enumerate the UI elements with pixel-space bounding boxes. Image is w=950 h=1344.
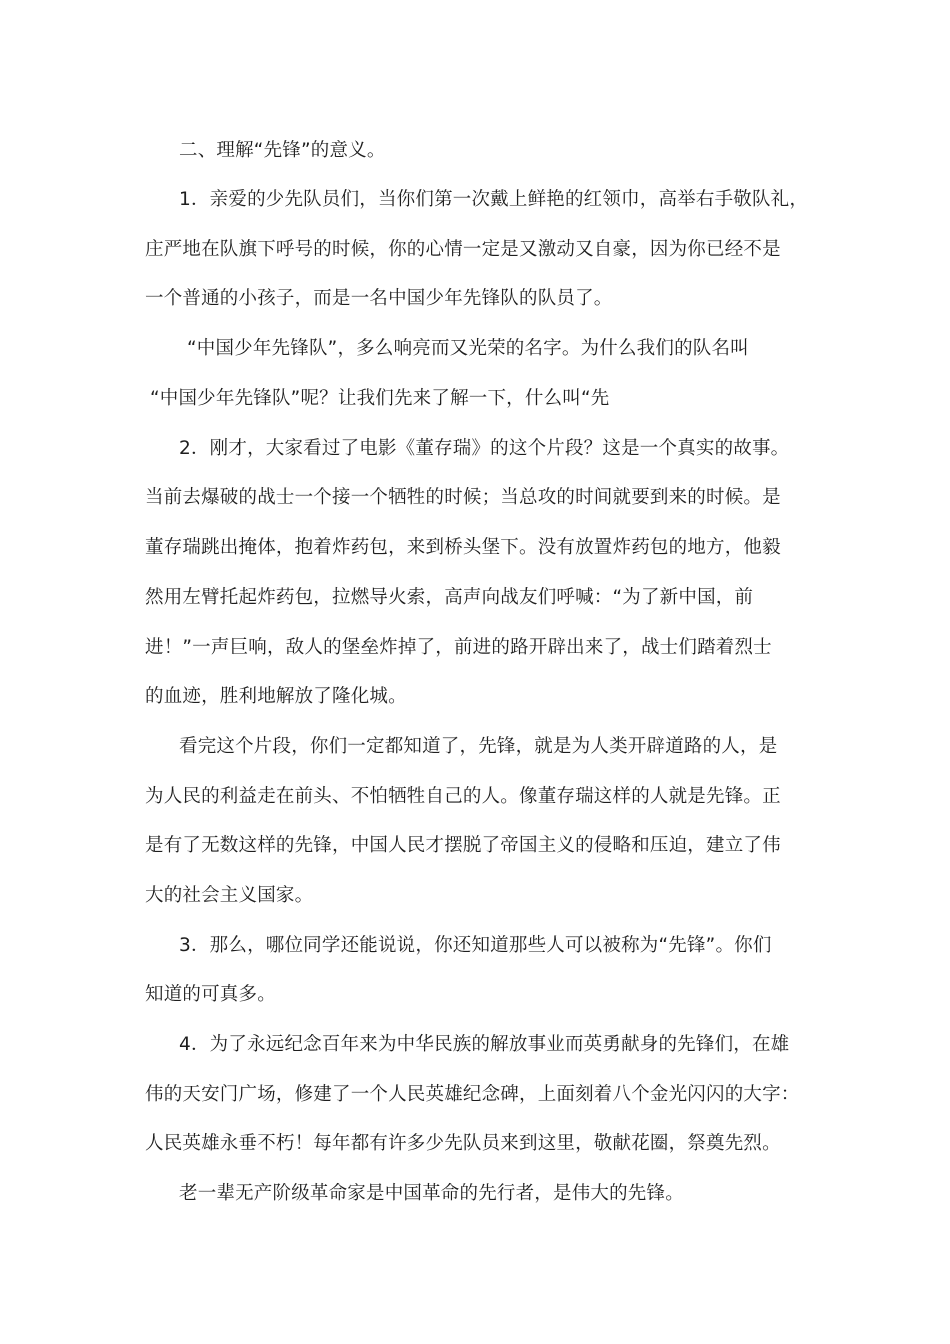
paragraph-line: 3．那么，哪位同学还能说说，你还知道那些人可以被称为“先锋”。你们	[179, 935, 772, 956]
section-heading: 二、理解“先锋”的意义。	[179, 140, 386, 161]
paragraph-line: 然用左臂托起炸药包，拉燃导火索，高声向战友们呼喊：“为了新中国，前	[145, 587, 754, 608]
paragraph-line: 是有了无数这样的先锋，中国人民才摆脱了帝国主义的侵略和压迫，建立了伟	[145, 835, 781, 856]
paragraph-line: 为人民的利益走在前头、不怕牺牲自己的人。像董存瑞这样的人就是先锋。正	[145, 786, 781, 807]
paragraph-line: 进！”一声巨响，敌人的堡垒炸掉了，前进的路开辟出来了，战士们踏着烈士	[145, 637, 772, 658]
paragraph-line: 董存瑞跳出掩体，抱着炸药包，来到桥头堡下。没有放置炸药包的地方，他毅	[145, 537, 781, 558]
paragraph-line: “中国少年先锋队”，多么响亮而又光荣的名字。为什么我们的队名叫	[187, 338, 749, 359]
paragraph-line: 庄严地在队旗下呼号的时候，你的心情一定是又激动又自豪，因为你已经不是	[145, 239, 781, 260]
paragraph-line: 知道的可真多。	[145, 984, 276, 1005]
paragraph-line: 一个普通的小孩子，而是一名中国少年先锋队的队员了。	[145, 288, 613, 309]
paragraph-line: 老一辈无产阶级革命家是中国革命的先行者，是伟大的先锋。	[179, 1183, 684, 1204]
paragraph-line: 1．亲爱的少先队员们，当你们第一次戴上鲜艳的红领巾，高举右手敬队礼，	[179, 189, 809, 210]
paragraph-line: 人民英雄永垂不朽！每年都有许多少先队员来到这里，敬献花圈，祭奠先烈。	[145, 1133, 781, 1154]
paragraph-line: 2．刚才，大家看过了电影《董存瑞》的这个片段？这是一个真实的故事。	[179, 438, 790, 459]
paragraph-line: “中国少年先锋队”呢？让我们先来了解一下，什么叫“先	[150, 388, 610, 409]
paragraph-line: 看完这个片段，你们一定都知道了，先锋，就是为人类开辟道路的人，是	[179, 736, 778, 757]
paragraph-line: 伟的天安门广场，修建了一个人民英雄纪念碑，上面刻着八个金光闪闪的大字：	[145, 1084, 800, 1105]
paragraph-line: 当前去爆破的战士一个接一个牺牲的时候；当总攻的时间就要到来的时候。是	[145, 487, 781, 508]
paragraph-line: 的血迹，胜利地解放了隆化城。	[145, 686, 407, 707]
paragraph-line: 大的社会主义国家。	[145, 885, 314, 906]
paragraph-line: 4．为了永远纪念百年来为中华民族的解放事业而英勇献身的先锋们，在雄	[179, 1034, 790, 1055]
